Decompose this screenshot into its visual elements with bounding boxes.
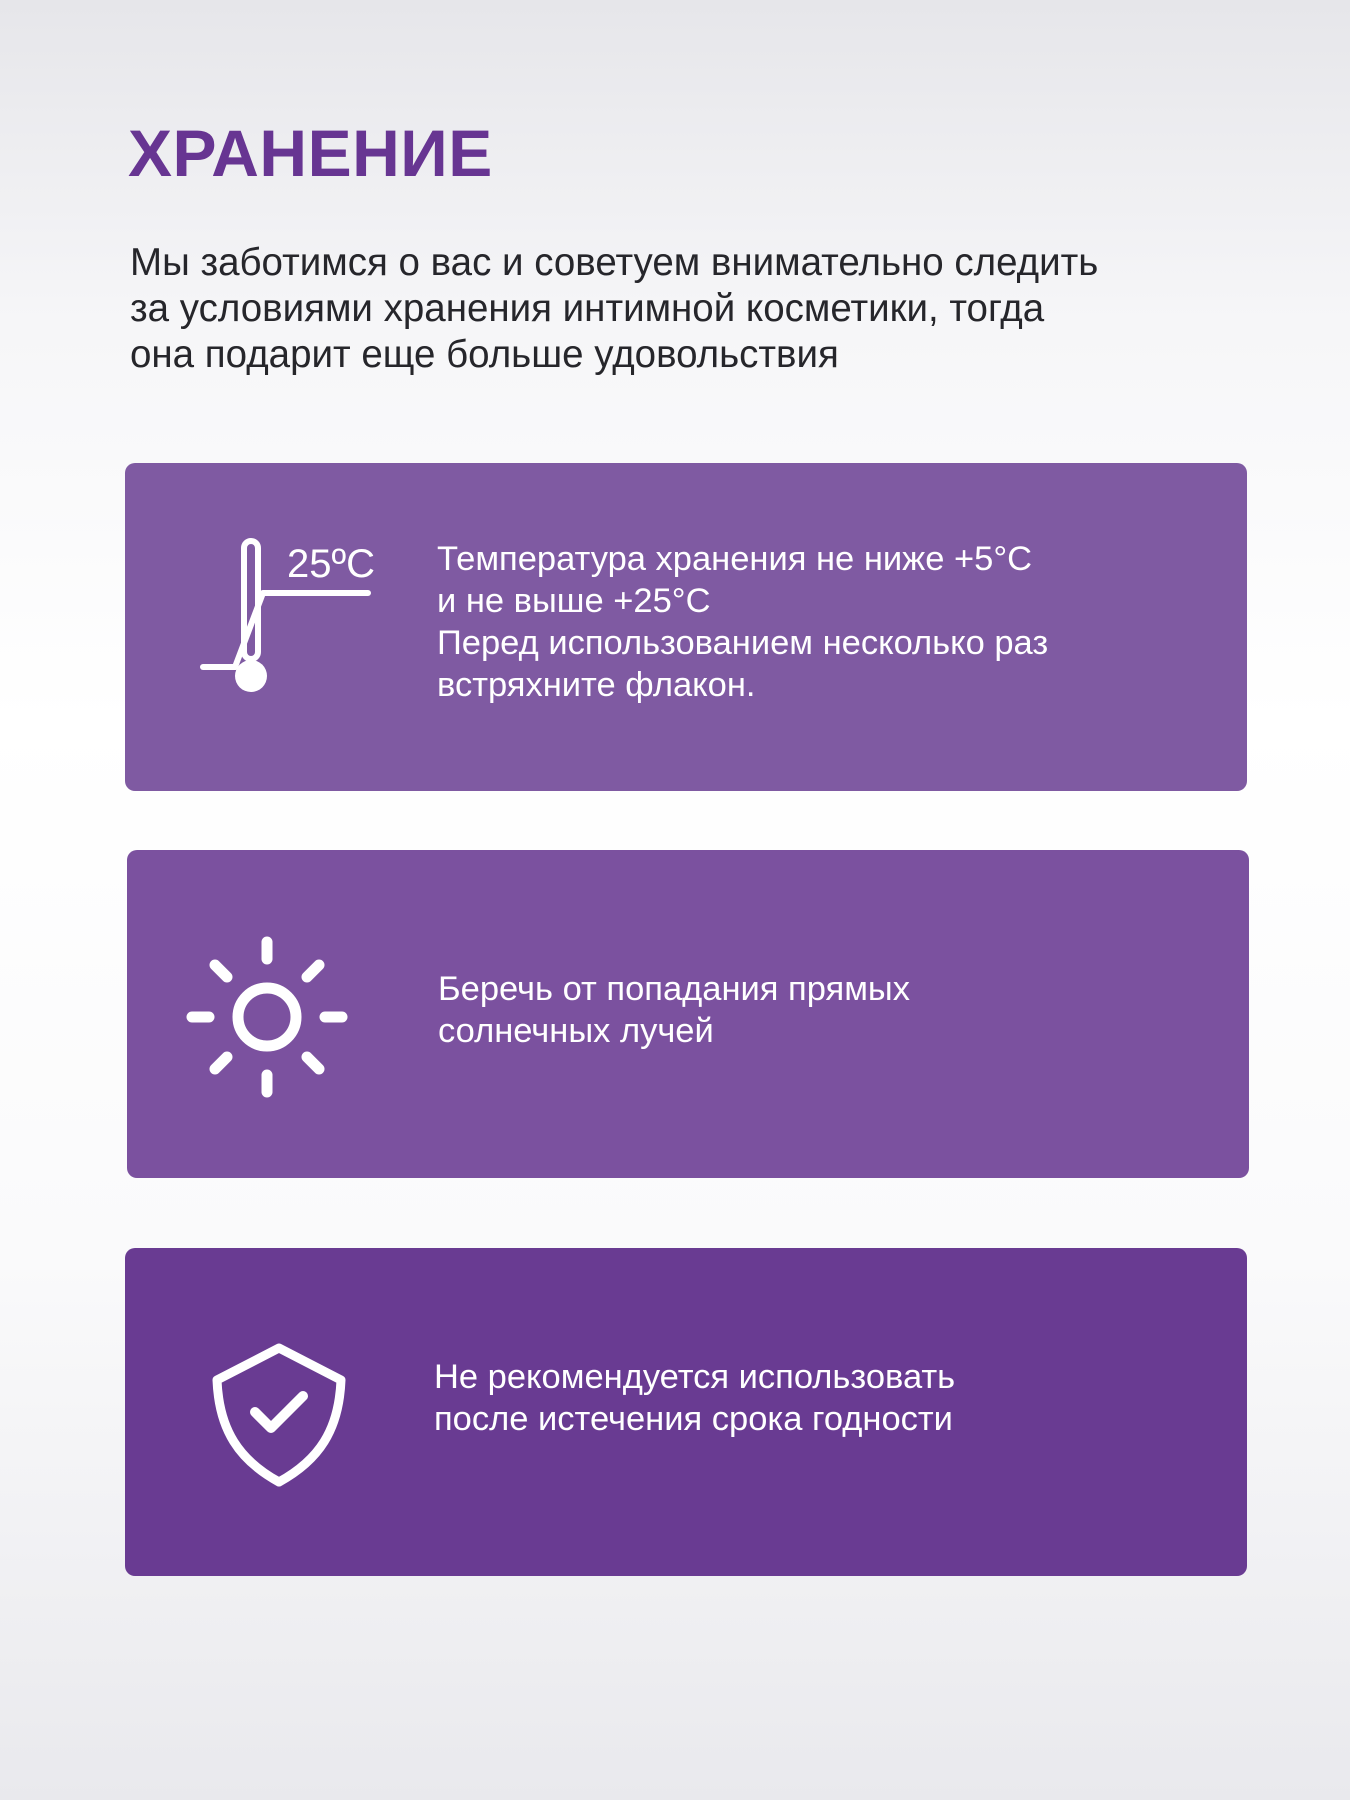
shield-check-icon [209,1340,349,1490]
card-text-line: Перед использованием несколько раз [437,624,1049,662]
card-text-line: встряхните флакон. [437,666,756,704]
card-text [438,968,910,1052]
intro-line: она подарит еще больше удовольствия [130,333,839,376]
card-text [437,538,1048,706]
card-text-line: Температура хранения не ниже +5°С [437,540,1033,578]
thermometer-label: 25ºC [287,542,375,586]
card-text-line: после истечения срока годности [434,1400,953,1438]
page-title: ХРАНЕНИЕ [128,116,493,190]
storage-card-expiry [125,1248,1247,1576]
card-text-line: Беречь от попадания прямых [438,970,910,1008]
card-text-line: и не выше +25°С [437,582,711,620]
intro-line: Мы заботимся о вас и советуем внимательно следить [130,241,1099,284]
card-text [434,1356,955,1440]
storage-card-sunlight [127,850,1249,1178]
storage-card-temperature [125,463,1247,791]
thermometer-icon [195,533,395,713]
card-text-line: Не рекомендуется использовать [434,1358,956,1396]
card-text-line: солнечных лучей [438,1012,714,1050]
sun-icon [182,932,352,1102]
intro-line: за условиями хранения интимной косметики, тогда [130,287,1045,330]
intro-text [130,240,1270,378]
